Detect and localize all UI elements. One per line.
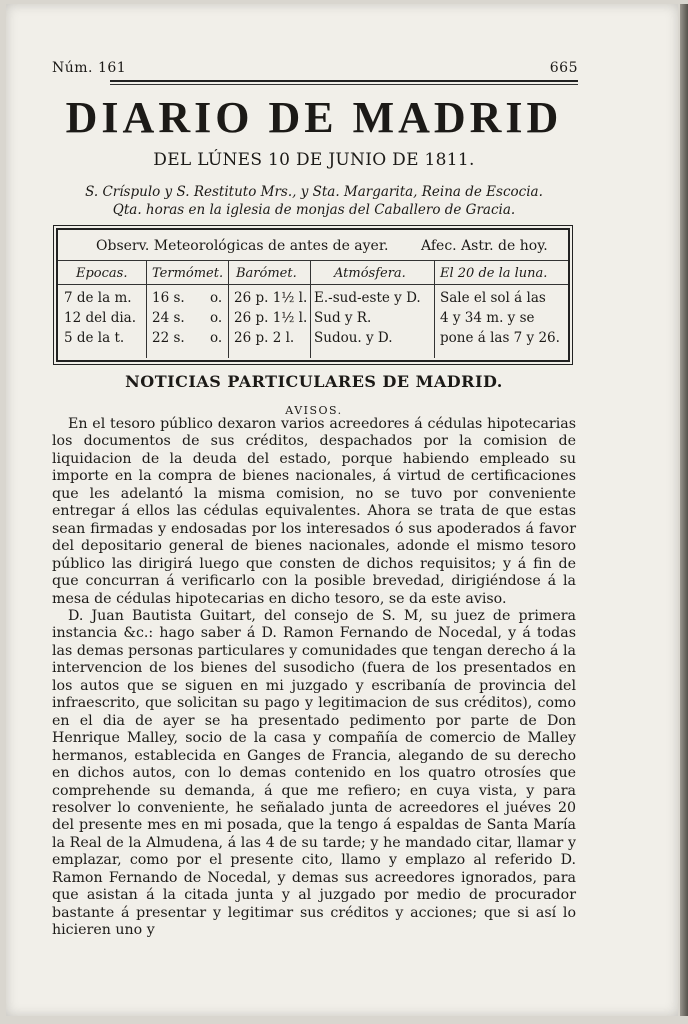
- column-header-epocas: Epocas.: [76, 266, 128, 281]
- subsection-title: AVISOS.: [285, 404, 343, 417]
- astro-title: Afec. Astr. de hoy.: [421, 238, 548, 254]
- table-header: [58, 238, 568, 256]
- column-header-atmosfera: Atmósfera.: [334, 266, 406, 281]
- atmosfera-cell: Sud y R.: [314, 310, 372, 326]
- termometro-o-cell: o.: [210, 310, 223, 326]
- table-rule: [58, 260, 568, 261]
- observations-title: Observ. Meteorológicas de antes de ayer.: [96, 238, 389, 254]
- astro-cell: pone á las 7 y 26.: [440, 330, 560, 346]
- page-edge: [680, 4, 688, 1016]
- masthead-title: DIARIO DE MADRID: [65, 93, 563, 142]
- page-number: 665: [549, 60, 578, 76]
- meteorological-table: [56, 228, 570, 362]
- termometro-cell: 22 s.: [152, 330, 185, 346]
- dateline: DEL LÚNES 10 DE JUNIO DE 1811.: [153, 150, 475, 170]
- header-rule: [110, 80, 578, 82]
- termometro-cell: 16 s.: [152, 290, 185, 306]
- barometro-cell: 26 p. 1½ l.: [234, 310, 308, 326]
- newspaper-page: [6, 4, 678, 1016]
- issue-header: [52, 60, 578, 80]
- table-row: [58, 310, 568, 332]
- table-rule: [58, 284, 568, 285]
- table-row: [58, 330, 568, 352]
- article-body: [52, 416, 576, 940]
- atmosfera-cell: E.-sud-este y D.: [314, 290, 421, 306]
- paragraph: D. Juan Bautista Guitart, del consejo de S. M, su juez de primera instancia &c.: hago saber á D. Ramon Fernando de Nocedal, y á todas las demas personas particulares y comunidades que tengan derecho á la intervencion de los bienes del susodicho (fuera de los presentados en los autos que se siguen en mi juzgado y escribanía de provincia del infraescrito, que solicitan su pago y legitimacion de sus créditos), como en el dia de ayer se ha presentado pedimento por parte de Don Henrique Malley, socio de la casa y compañía de comercio de Malley hermanos, establecida en Ganges de Francia, alegando de su derecho en dichos autos, con lo demas contenido en los quatro otrosíes que comprehende su demanda, á que me refiero; en cuya vista, y para resolver lo conveniente, he señalado junta de acreedores el juéves 20 del presente mes en mi posada, que la tengo á espaldas de Santa María la Real de la Almudena, á las 4 de su tarde; y he mandado citar, llamar y emplazar, como por el presente cito, llamo y emplazo al referido D. Ramon Fernando de Nocedal, y demas sus acreedores ignorados, para que asistan á la citada junta y al juzgado por medio de procurador bastante á presentar y legitimar sus créditos y acciones; que si así lo hicieren uno y: [52, 607, 576, 939]
- epoca-cell: 12 del dia.: [64, 310, 137, 326]
- table-row: [58, 290, 568, 312]
- quarenta-horas-line: Qta. horas en la iglesia de monjas del Caballero de Gracia.: [112, 202, 516, 218]
- barometro-cell: 26 p. 1½ l.: [234, 290, 308, 306]
- issue-number: Núm. 161: [52, 60, 127, 76]
- termometro-cell: 24 s.: [152, 310, 185, 326]
- atmosfera-cell: Sudou. y D.: [314, 330, 393, 346]
- paragraph: En el tesoro público dexaron varios acreedores á cédulas hipotecarias los documentos de sus créditos, despachados por la comision de liquidacion de la deuda del estado, porque habiendo empleado su importe en la compra de bienes nacionales, á virtud de certificaciones que les adelantó la misma comision, no se tuvo por conveniente entregar á ellos las cédulas equivalentes. Ahora se trata de que estas sean firmadas y endosadas por los interesados ó sus apoderados á favor del depositario general de bienes nacionales, adonde el mismo tesoro público las dirigirá luego que consten de dichos requisitos; y á fin de que concurran á verificarlo con la posible brevedad, dirigiéndose á la mesa de cédulas hipotecarias en dicho tesoro, se da este aviso.: [52, 416, 576, 607]
- termometro-o-cell: o.: [210, 290, 223, 306]
- saints-line: S. Críspulo y S. Restituto Mrs., y Sta. Margarita, Reina de Escocia.: [85, 184, 543, 200]
- astro-cell: Sale el sol á las: [440, 290, 546, 306]
- header-rule-thin: [110, 84, 578, 85]
- section-title: NOTICIAS PARTICULARES DE MADRID.: [125, 372, 503, 391]
- epoca-cell: 5 de la t.: [64, 330, 125, 346]
- astro-cell: 4 y 34 m. y se: [440, 310, 535, 326]
- column-header-termometro: Termómet.: [152, 266, 224, 281]
- column-header-barometro: Barómet.: [236, 266, 297, 281]
- barometro-cell: 26 p. 2 l.: [234, 330, 295, 346]
- column-header-luna: El 20 de la luna.: [440, 266, 548, 281]
- termometro-o-cell: o.: [210, 330, 223, 346]
- epoca-cell: 7 de la m.: [64, 290, 132, 306]
